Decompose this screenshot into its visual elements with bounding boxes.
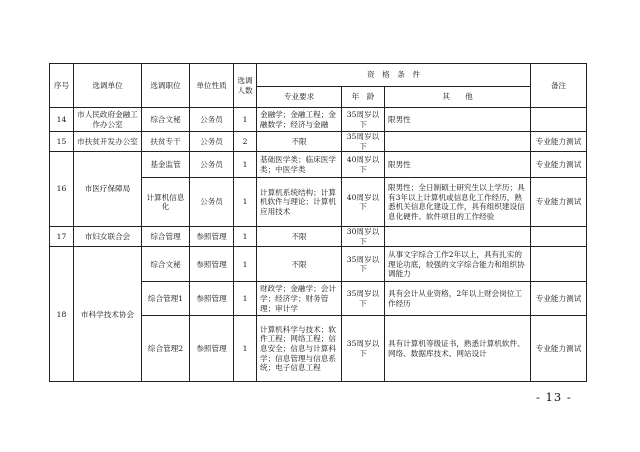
cell-nature: 公务员 [190,178,234,227]
cell-remark [531,108,587,132]
cell-other [385,227,531,247]
header-other: 其 他 [385,87,531,108]
cell-major: 计算机系统结构；计算机软件与理论；计算机应用技术 [257,178,342,227]
cell-remark [531,247,587,282]
cell-count: 1 [234,282,257,316]
cell-age: 35周岁以下 [342,247,385,282]
cell-position: 综合管理1 [142,282,190,316]
cell-remark: 专业能力测试 [531,152,587,178]
cell-age: 30周岁以下 [342,227,385,247]
cell-unit: 市人民政府金融工作办公室 [74,108,142,132]
cell-position: 综合管理2 [142,316,190,382]
cell-major: 金融学；金融工程；金融数学；经济与金融 [257,108,342,132]
cell-nature: 公务员 [190,108,234,132]
header-count: 选调人数 [234,64,257,108]
cell-count: 1 [234,227,257,247]
cell-nature: 参照管理 [190,247,234,282]
cell-unit: 市妇女联合会 [74,227,142,247]
cell-seq: 15 [50,132,74,152]
cell-position: 综合文秘 [142,247,190,282]
cell-major: 不限 [257,227,342,247]
header-position: 选调职位 [142,64,190,108]
header-major: 专业要求 [257,87,342,108]
cell-other: 具有计算机等级证书，熟悉计算机软件、网络、数据库技术、网站设计 [385,316,531,382]
header-seq: 序号 [50,64,74,108]
cell-remark: 专业能力测试 [531,132,587,152]
cell-age: 40周岁以下 [342,178,385,227]
recruitment-table [49,63,587,382]
cell-age: 35周岁以下 [342,108,385,132]
cell-unit: 市医疗保障局 [74,152,142,227]
cell-major: 不限 [257,132,342,152]
cell-nature: 参照管理 [190,316,234,382]
table-row [50,227,587,247]
header-row [50,64,587,87]
cell-major: 计算机科学与技术；软件工程；网络工程；信息安全；信息与计算科学；信息管理与信息系统；电子信息工程 [257,316,342,382]
cell-seq: 18 [50,247,74,382]
header-qualifications: 资 格 条 件 [257,64,531,87]
cell-remark [531,227,587,247]
cell-nature: 参照管理 [190,227,234,247]
cell-other: 限男性 [385,108,531,132]
cell-other: 具有会计从业资格，2年以上财会岗位工作经历 [385,282,531,316]
cell-position: 计算机信息化 [142,178,190,227]
cell-count: 1 [234,152,257,178]
header-nature: 单位性质 [190,64,234,108]
cell-age: 35周岁以下 [342,282,385,316]
cell-other [385,132,531,152]
cell-position: 综合管理 [142,227,190,247]
cell-unit: 市扶贫开发办公室 [74,132,142,152]
cell-remark: 专业能力测试 [531,316,587,382]
cell-other: 从事文字综合工作2年以上，具有扎实的理论功底，较强的文字综合能力和组织协调能力 [385,247,531,282]
header-age: 年 龄 [342,87,385,108]
cell-position: 综合文秘 [142,108,190,132]
cell-count: 1 [234,108,257,132]
cell-major: 不限 [257,247,342,282]
cell-seq: 14 [50,108,74,132]
cell-age: 40周岁以下 [342,152,385,178]
cell-other: 限男性；全日制硕士研究生以上学历；具有3年以上计算机或信息化工作经历，熟悉机关信息化建设工作，具有组织建设信息化硬件、软件项目的工作经验 [385,178,531,227]
cell-age: 35周岁以下 [342,316,385,382]
table-row [50,108,587,132]
header-unit: 选调单位 [74,64,142,108]
cell-count: 1 [234,178,257,227]
cell-nature: 公务员 [190,152,234,178]
cell-count: 1 [234,316,257,382]
cell-position: 基金监管 [142,152,190,178]
cell-major: 基础医学类；临床医学类；中医学类 [257,152,342,178]
table-row [50,247,587,282]
cell-seq: 17 [50,227,74,247]
cell-seq: 16 [50,152,74,227]
table-row [50,152,587,178]
header-remark: 备注 [531,64,587,108]
cell-remark: 专业能力测试 [531,282,587,316]
cell-nature: 公务员 [190,132,234,152]
cell-other: 限男性 [385,152,531,178]
table-row [50,132,587,152]
cell-age: 35周岁以下 [342,132,385,152]
page-number: - 13 - [536,390,572,404]
cell-nature: 参照管理 [190,282,234,316]
cell-position: 扶贫专干 [142,132,190,152]
cell-count: 1 [234,247,257,282]
cell-remark: 专业能力测试 [531,178,587,227]
cell-major: 财政学；金融学；会计学；经济学；财务管理；审计学 [257,282,342,316]
cell-unit: 市科学技术协会 [74,247,142,382]
cell-count: 2 [234,132,257,152]
